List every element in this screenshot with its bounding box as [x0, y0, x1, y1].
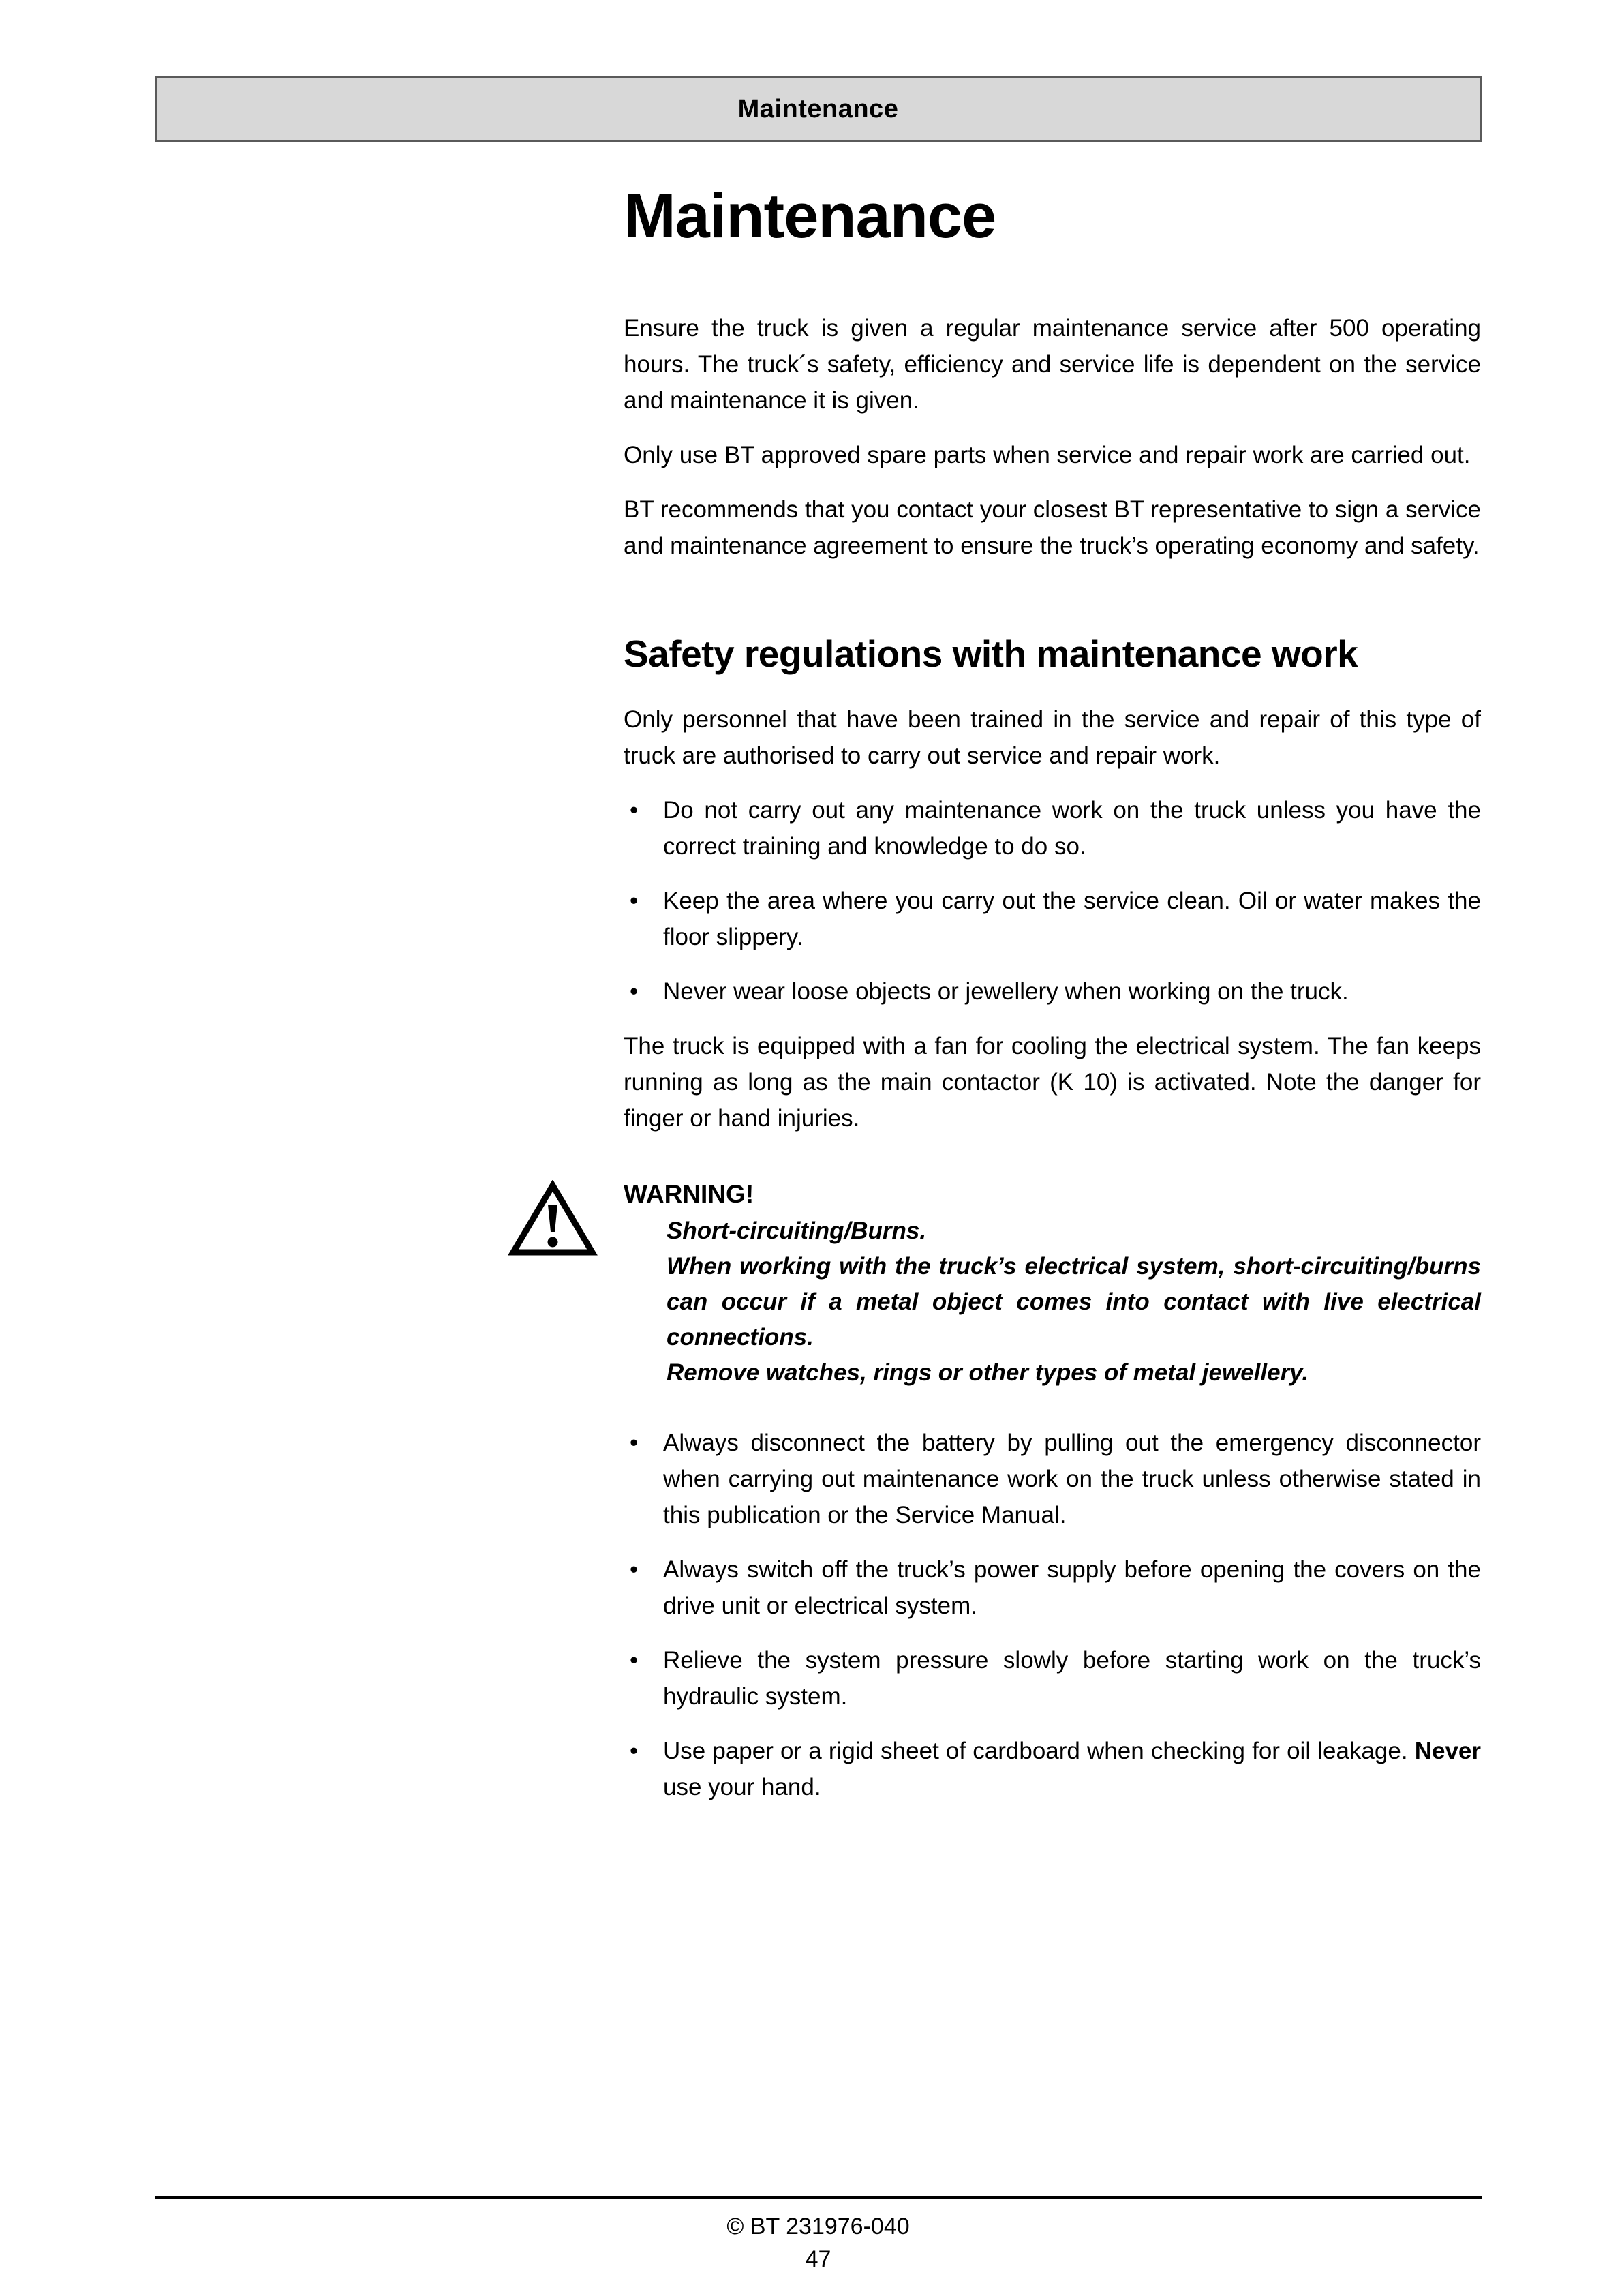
intro-paragraph: BT recommends that you contact your closest BT representative to sign a service and maintenance agreement to ensure the truck’s operating economy and safety.	[624, 496, 1481, 560]
precaution-bullet-list	[624, 1425, 1481, 1805]
footer-copyright: © BT 231976-040	[726, 2214, 910, 2239]
page-footer	[155, 2196, 1482, 2276]
list-item: • Do not carry out any maintenance work on the truck unless you have the correct training and knowledge to do so.	[624, 792, 1481, 864]
warning-line: When working with the truck’s electrical system, short-circuiting/burns can occur if a metal object comes into contact with live electrical connections.	[667, 1253, 1481, 1351]
section-title: Safety regulations with maintenance work	[624, 633, 1358, 676]
list-item	[624, 1733, 1481, 1805]
bullet-text-bold: Never	[1414, 1738, 1481, 1765]
list-item: • Never wear loose objects or jewellery when working on the truck.	[624, 973, 1481, 1010]
intro-paragraph: Ensure the truck is given a regular maintenance service after 500 operating hours. The truck´s safety, efficiency and service life is dependent on the service and maintenance it is given.	[624, 315, 1481, 414]
safety-bullet-list	[624, 792, 1481, 1010]
fan-paragraph: The truck is equipped with a fan for cooling the electrical system. The fan keeps running as long as the main contactor (K 10) is activated. Note the danger for finger or hand injuries.	[624, 1033, 1481, 1132]
warning-block	[624, 1176, 1481, 1391]
list-item: • Keep the area where you carry out the service clean. Oil or water makes the floor slippery.	[624, 883, 1481, 955]
bullet-text-post: use your hand.	[663, 1774, 821, 1801]
warning-line: Remove watches, rings or other types of metal jewellery.	[667, 1359, 1309, 1387]
warning-triangle-icon	[508, 1180, 598, 1258]
warning-label: WARNING!	[624, 1180, 754, 1209]
footer-page-number: 47	[805, 2246, 831, 2272]
list-item: • Always switch off the truck’s power supply before opening the covers on the drive unit or electrical system.	[624, 1552, 1481, 1624]
chapter-header-title: Maintenance	[737, 94, 899, 123]
list-item: • Always disconnect the battery by pulling out the emergency disconnector when carrying out maintenance work on the truck unless otherwise stated in this publication or the Service Manual.	[624, 1425, 1481, 1533]
page-title: Maintenance	[624, 181, 996, 251]
bullet-text-pre: Use paper or a rigid sheet of cardboard when checking for oil leakage.	[663, 1738, 1415, 1765]
warning-text	[667, 1213, 1481, 1391]
section-intro-paragraph: Only personnel that have been trained in the service and repair of this type of truck are authorised to carry out service and repair work.	[624, 706, 1481, 770]
intro-paragraph: Only use BT approved spare parts when service and repair work are carried out.	[624, 442, 1471, 469]
list-item: • Relieve the system pressure slowly before starting work on the truck’s hydraulic system.	[624, 1642, 1481, 1715]
main-content	[624, 183, 1481, 1824]
chapter-header-box	[155, 76, 1482, 142]
warning-line: Short-circuiting/Burns.	[667, 1218, 927, 1245]
